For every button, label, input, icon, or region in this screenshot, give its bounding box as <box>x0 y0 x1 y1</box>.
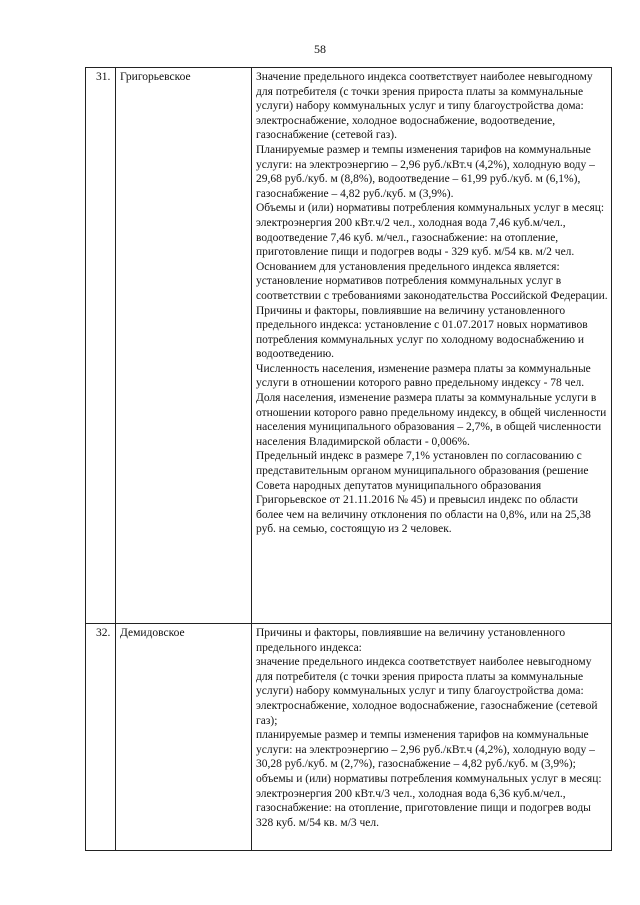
table-row <box>86 68 612 624</box>
paragraph: Доля населения, изменение размера платы за коммунальные услуги в отношении которого равно предельному индексу, в общей численности населения муниципального образования – 2,7%, в общей численности населения Владимирской области - 0,006%. <box>256 392 607 448</box>
row-number: 32. <box>86 624 116 851</box>
paragraph: Значение предельного индекса соответствует наиболее невыгодному для потребителя (с точки зрения прироста платы за коммунальные услуги) набору коммунальных услуг и типу благоустройства дома: электроснабжение, холодное водоснабжение, водоотведение, газоснабжение (сетевой газ). <box>256 71 593 142</box>
paragraph: Предельный индекс в размере 7,1% установлен по согласованию с представительным органом муниципального образования (решение Совета народных депутатов муниципального образования Григорьевское от 21.11.2016 № 45) и превысил индекс по области более чем на величину отклонения по области на 0,8%, или на 25,38 руб. на семью, состоящую из 2 человек. <box>256 450 591 536</box>
paragraph: Причины и факторы, повлиявшие на величину установленного предельного индекса: <box>256 627 566 654</box>
paragraph: Планируемые размер и темпы изменения тарифов на коммунальные услуги: на электроэнергию – 2,96 руб./кВт.ч (4,2%), холодную воду – 29,68 руб./куб. м (8,8%), водоотведение – 61,99 руб./куб. м (6,1%), газоснабжение – 4,82 руб./куб. м (3,9%). <box>256 143 595 200</box>
paragraph: Основанием для установления предельного индекса является: установление нормативов потребления коммунальных услуг в соответствии с требованиями законодательства Российской Федерации. <box>256 260 608 302</box>
paragraph: Численность населения, изменение размера платы за коммунальные услуги в отношении которого равно предельному индексу - 78 чел. <box>256 362 591 390</box>
paragraph: Объемы и (или) нормативы потребления коммунальных услуг в месяц: электроэнергия 200 кВт.ч/2 чел., холодная вода 7,46 куб.м/чел., водоотведение 7,46 куб. м/чел., газоснабжение: на отопление, приготовление пищи и подогрев воды - 329 куб. м/54 кв. м/2 чел. <box>256 202 605 259</box>
municipality-name: Демидовское <box>116 624 252 851</box>
municipality-name: Григорьевское <box>116 68 252 624</box>
paragraph: планируемые размер и темпы изменения тарифов на коммунальные услуги: на электроэнергию – 2,96 руб./кВт.ч (4,2%), холодную воду – 30,28 руб./куб. м (2,7%), газоснабжение – 4,82 руб./куб. м (3,9%); <box>256 729 595 771</box>
page-number: 58 <box>314 42 326 56</box>
description-cell <box>252 68 612 624</box>
paragraph: значение предельного индекса соответствует наиболее невыгодному для потребителя (с точки зрения прироста платы за коммунальные услуги) набору коммунальных услуг и типу благоустройства дома: электроснабжение, холодное водоснабжение, газоснабжение (сетевой газ); <box>256 656 598 727</box>
paragraph: Причины и факторы, повлиявшие на величину установленного предельного индекса: установление с 01.07.2017 новых нормативов потребления коммунальных услуг по холодному водоснабжению и водоотведению. <box>256 304 588 361</box>
table-row <box>86 624 612 851</box>
paragraph: объемы и (или) нормативы потребления коммунальных услуг в месяц: электроэнергия 200 кВт.ч/3 чел., холодная вода 6,36 куб.м/чел., газоснабжение: на отопление, приготовление пищи и подогрев воды 328 куб. м/54 кв. м/3 чел. <box>256 772 602 829</box>
row-number: 31. <box>86 68 116 624</box>
description-cell <box>252 624 612 851</box>
municipality-index-table <box>85 67 612 851</box>
